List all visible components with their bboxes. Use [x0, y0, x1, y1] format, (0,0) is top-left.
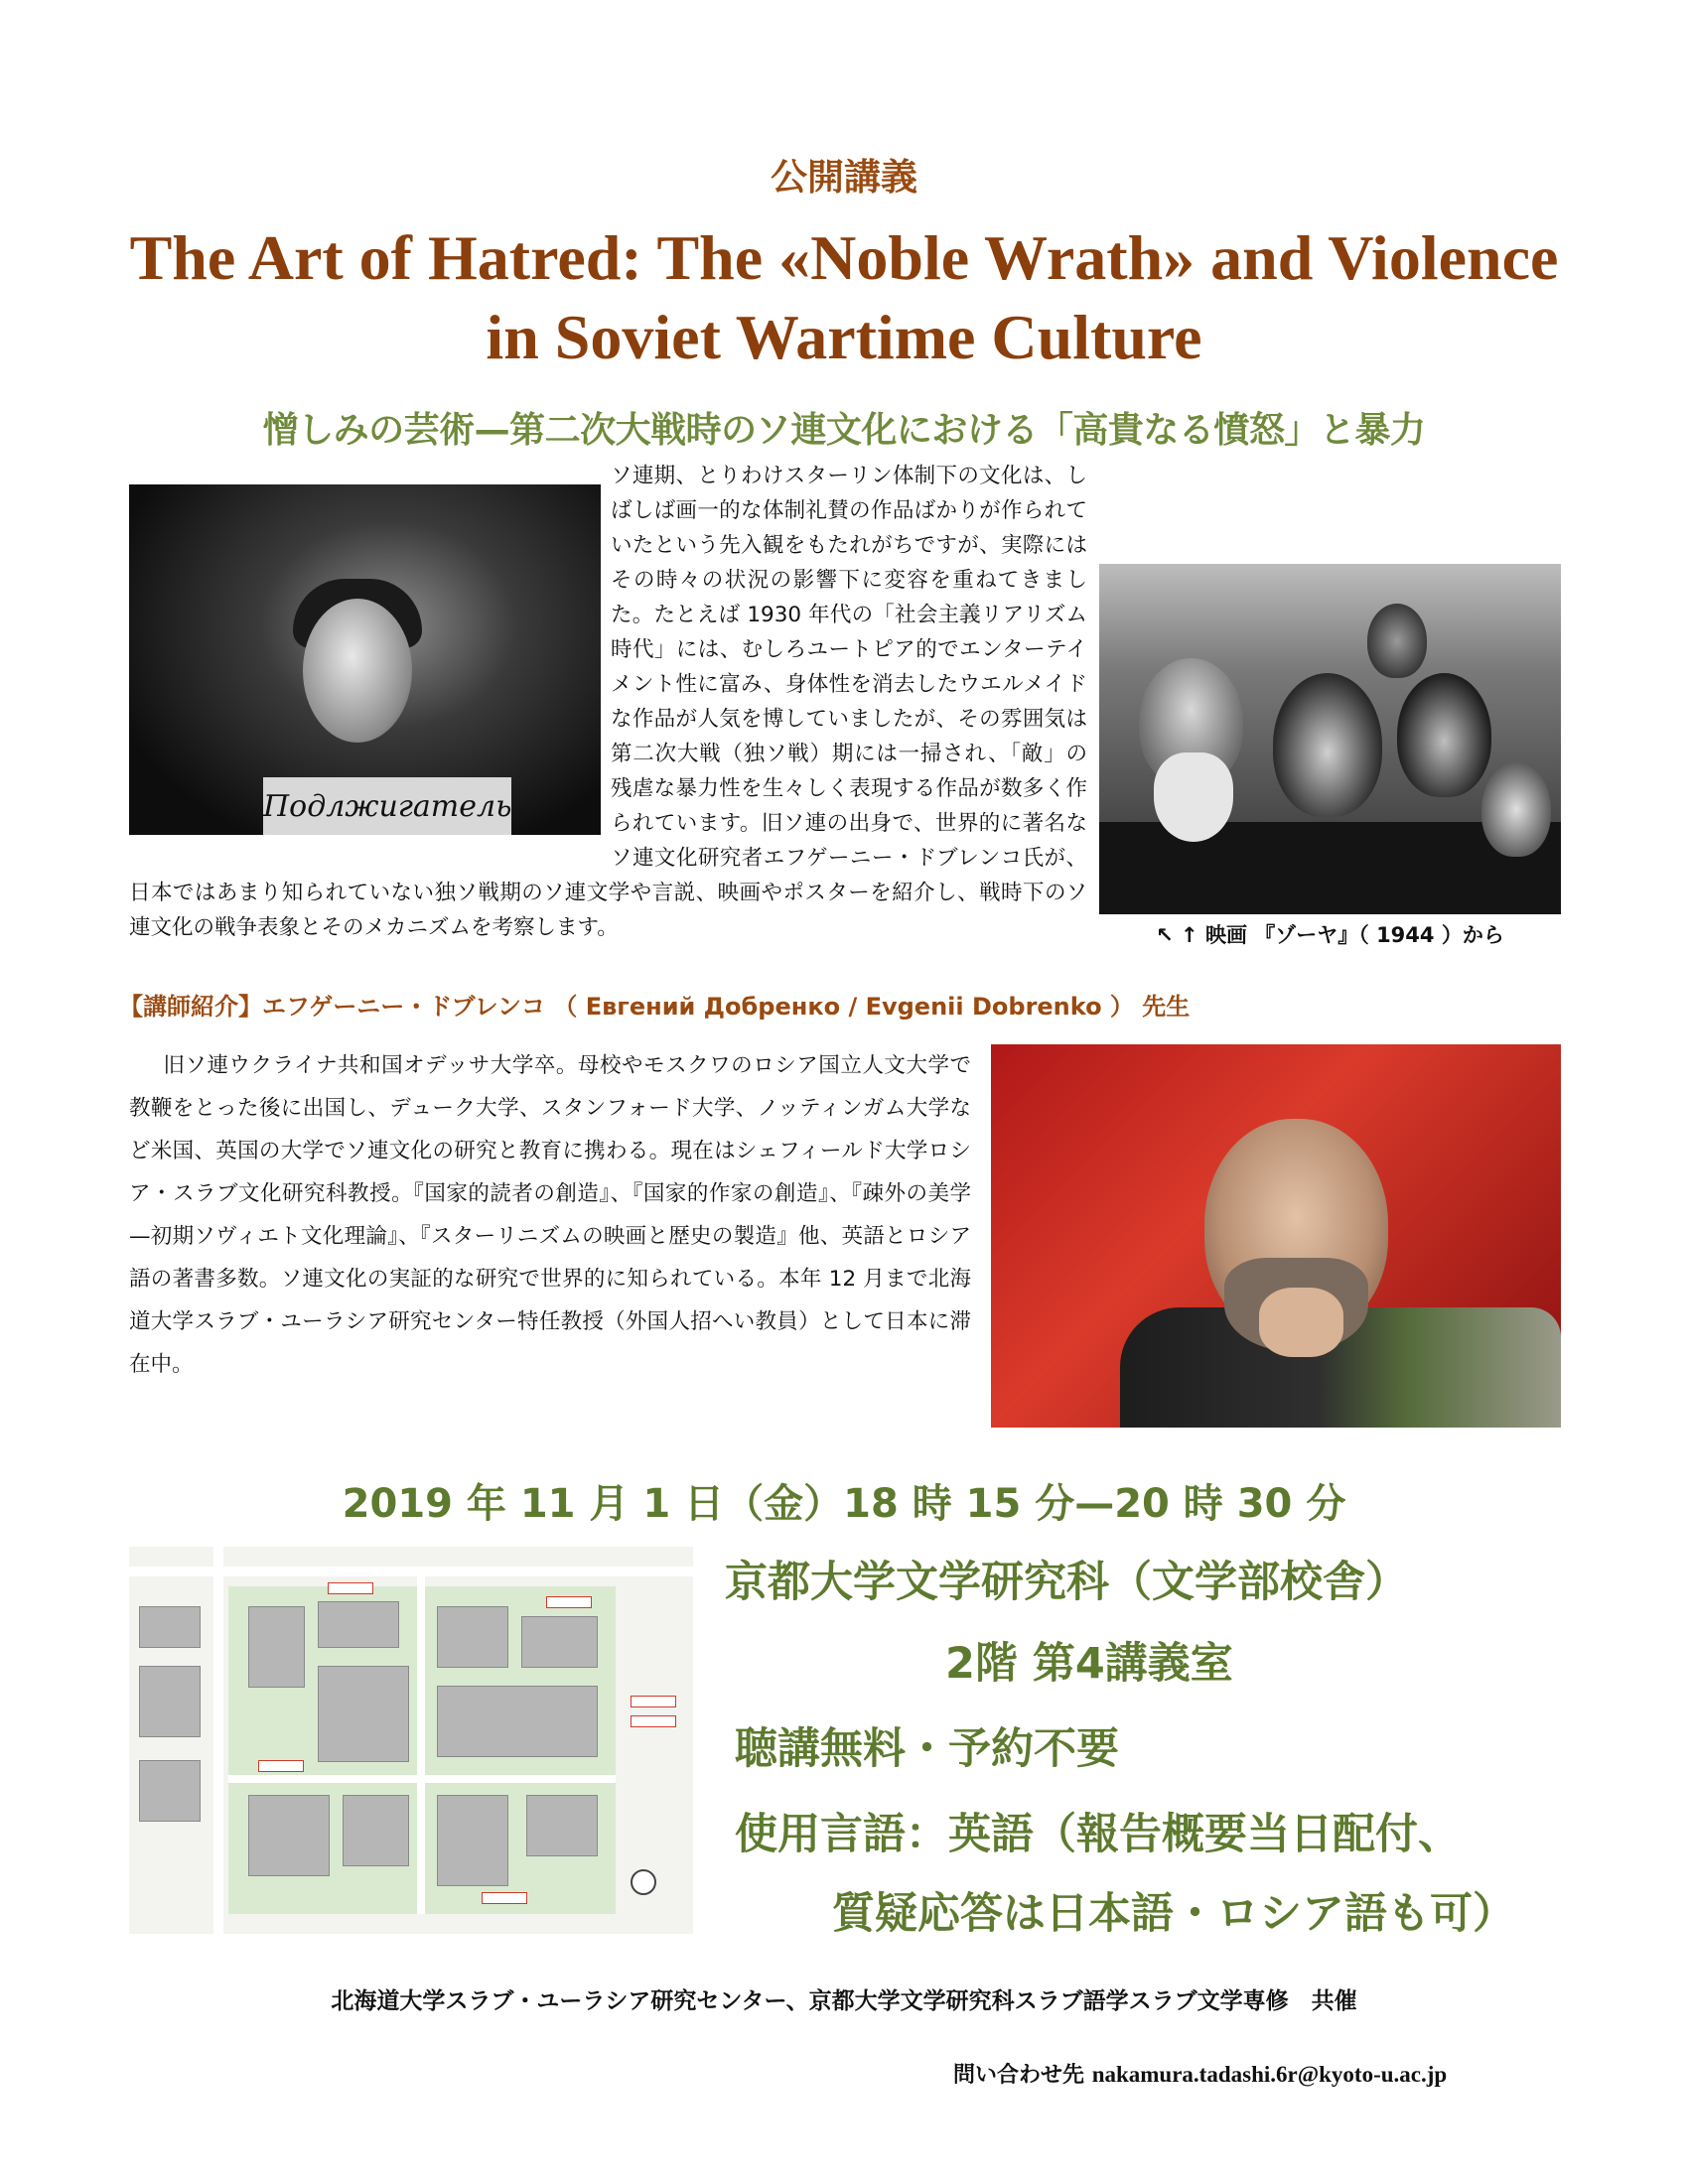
photo-sign: Подлжигатель	[263, 777, 511, 835]
map-label	[258, 1760, 304, 1772]
map-road	[228, 1775, 616, 1783]
north-arrow-icon	[631, 1869, 656, 1895]
japanese-subtitle: 憎しみの芸術—第二次大戦時のソ連文化における「高貴なる憤怒」と暴力	[262, 410, 1426, 451]
event-label: 公開講義	[771, 156, 917, 199]
map-building	[437, 1686, 598, 1757]
map-building	[521, 1616, 598, 1668]
page-title: The Art of Hatred: The «Noble Wrath» and Violence in Soviet Wartime Culture	[129, 222, 1559, 372]
map-building	[139, 1666, 201, 1737]
map-building	[526, 1795, 598, 1856]
contact-label: 問い合わせ先	[953, 2063, 1085, 2088]
map-building	[318, 1666, 409, 1762]
venue-building: 京都大学文学研究科（文学部校舎）	[725, 1558, 1408, 1607]
map-label	[631, 1715, 676, 1727]
map-road	[417, 1576, 425, 1914]
lecturer-bio	[129, 1044, 971, 1386]
map-building	[139, 1606, 201, 1648]
map-road	[213, 1547, 223, 1934]
map-building	[437, 1795, 508, 1886]
map-label	[328, 1582, 373, 1594]
contact-email[interactable]: nakamura.tadashi.6r@kyoto-u.ac.jp	[1091, 2062, 1448, 2087]
intro-paragraph: ソ連期、とりわけスターリン体制下の文化は、しばしば画一的な体制礼賛の作品ばかりが作られていたという先入観をもたれがちですが、実際にはその時々の状況の影響下に変容を重ねてきました。たとえば 1930 年代の「社会主義リアリズム時代」には、むしろユートピア的でエンターテイメント性に富み、身体性を消去したウエルメイドな作品が人気を博していましたが、その雰囲気は第二次大戦（独ソ戦）期には一掃され、「敵」の残虐な暴力性を生々しく表現する作品が数多く作られています。旧ソ連の出身で、世界的に著名なソ連文化研究者エフゲーニー・ドブレンコ氏が、日本ではあまり知られていない独ソ戦期のソ連文学や言説、映画やポスターを紹介し、戦時下のソ連文化の戦争表象とそのメカニズムを考察します。	[129, 464, 1087, 940]
map-building	[437, 1606, 508, 1668]
bio-paragraph: 旧ソ連ウクライナ共和国オデッサ大学卒。母校やモスクワのロシア国立人文大学で教鞭をとった後に出国し、デューク大学、スタンフォード大学、ノッティンガム大学など米国、英国の大学でソ連文化の研究と教育に携わる。現在はシェフィールド大学ロシア・スラブ文化研究科教授。『国家的読者の創造』、『国家的作家の創造』、『疎外の美学—初期ソヴィエト文化理論』、『スターリニズムの映画と歴史の製造』他、英語とロシア語の著書多数。ソ連文化の実証的な研究で世界的に知られている。本年 12 月まで北海道大学スラブ・ユーラシア研究センター特任教授（外国人招へい教員）として日本に滞在中。	[129, 1053, 971, 1377]
map-label	[631, 1696, 676, 1707]
venue-room: 2階 第4講義室	[945, 1639, 1233, 1689]
lecturer-portrait-photo	[991, 1044, 1561, 1428]
photo-caption: ↖ ↑ 映画 『ゾーヤ』（ 1944 ）から	[1156, 923, 1504, 947]
contact-line	[953, 2058, 1648, 2089]
campus-map	[129, 1547, 693, 1934]
lecturer-heading: 【講師紹介】エフゲーニー・ドブレンコ （ Евгений Добренко / Evgenii Dobrenko ） 先生	[119, 993, 1191, 1021]
language-note-cont: 質疑応答は日本語・ロシア語も可）	[832, 1889, 1515, 1939]
map-building	[139, 1760, 201, 1822]
event-date: 2019 年 11 月 1 日（金）18 時 15 分—20 時 30 分	[342, 1481, 1346, 1527]
intro-section	[129, 459, 1559, 945]
cohost-line: 北海道大学スラブ・ユーラシア研究センター、京都大学文学研究科スラブ語学スラブ文学専修 共催	[331, 1988, 1357, 2014]
map-building	[248, 1606, 305, 1688]
map-building	[318, 1601, 399, 1648]
map-label	[482, 1892, 527, 1904]
map-building	[343, 1795, 409, 1866]
map-label	[546, 1596, 592, 1608]
admission-note: 聴講無料・予約不要	[735, 1724, 1119, 1774]
language-note: 使用言語：英語（報告概要当日配付、	[735, 1810, 1461, 1859]
map-building	[248, 1795, 330, 1876]
photo-hand	[1259, 1288, 1343, 1357]
